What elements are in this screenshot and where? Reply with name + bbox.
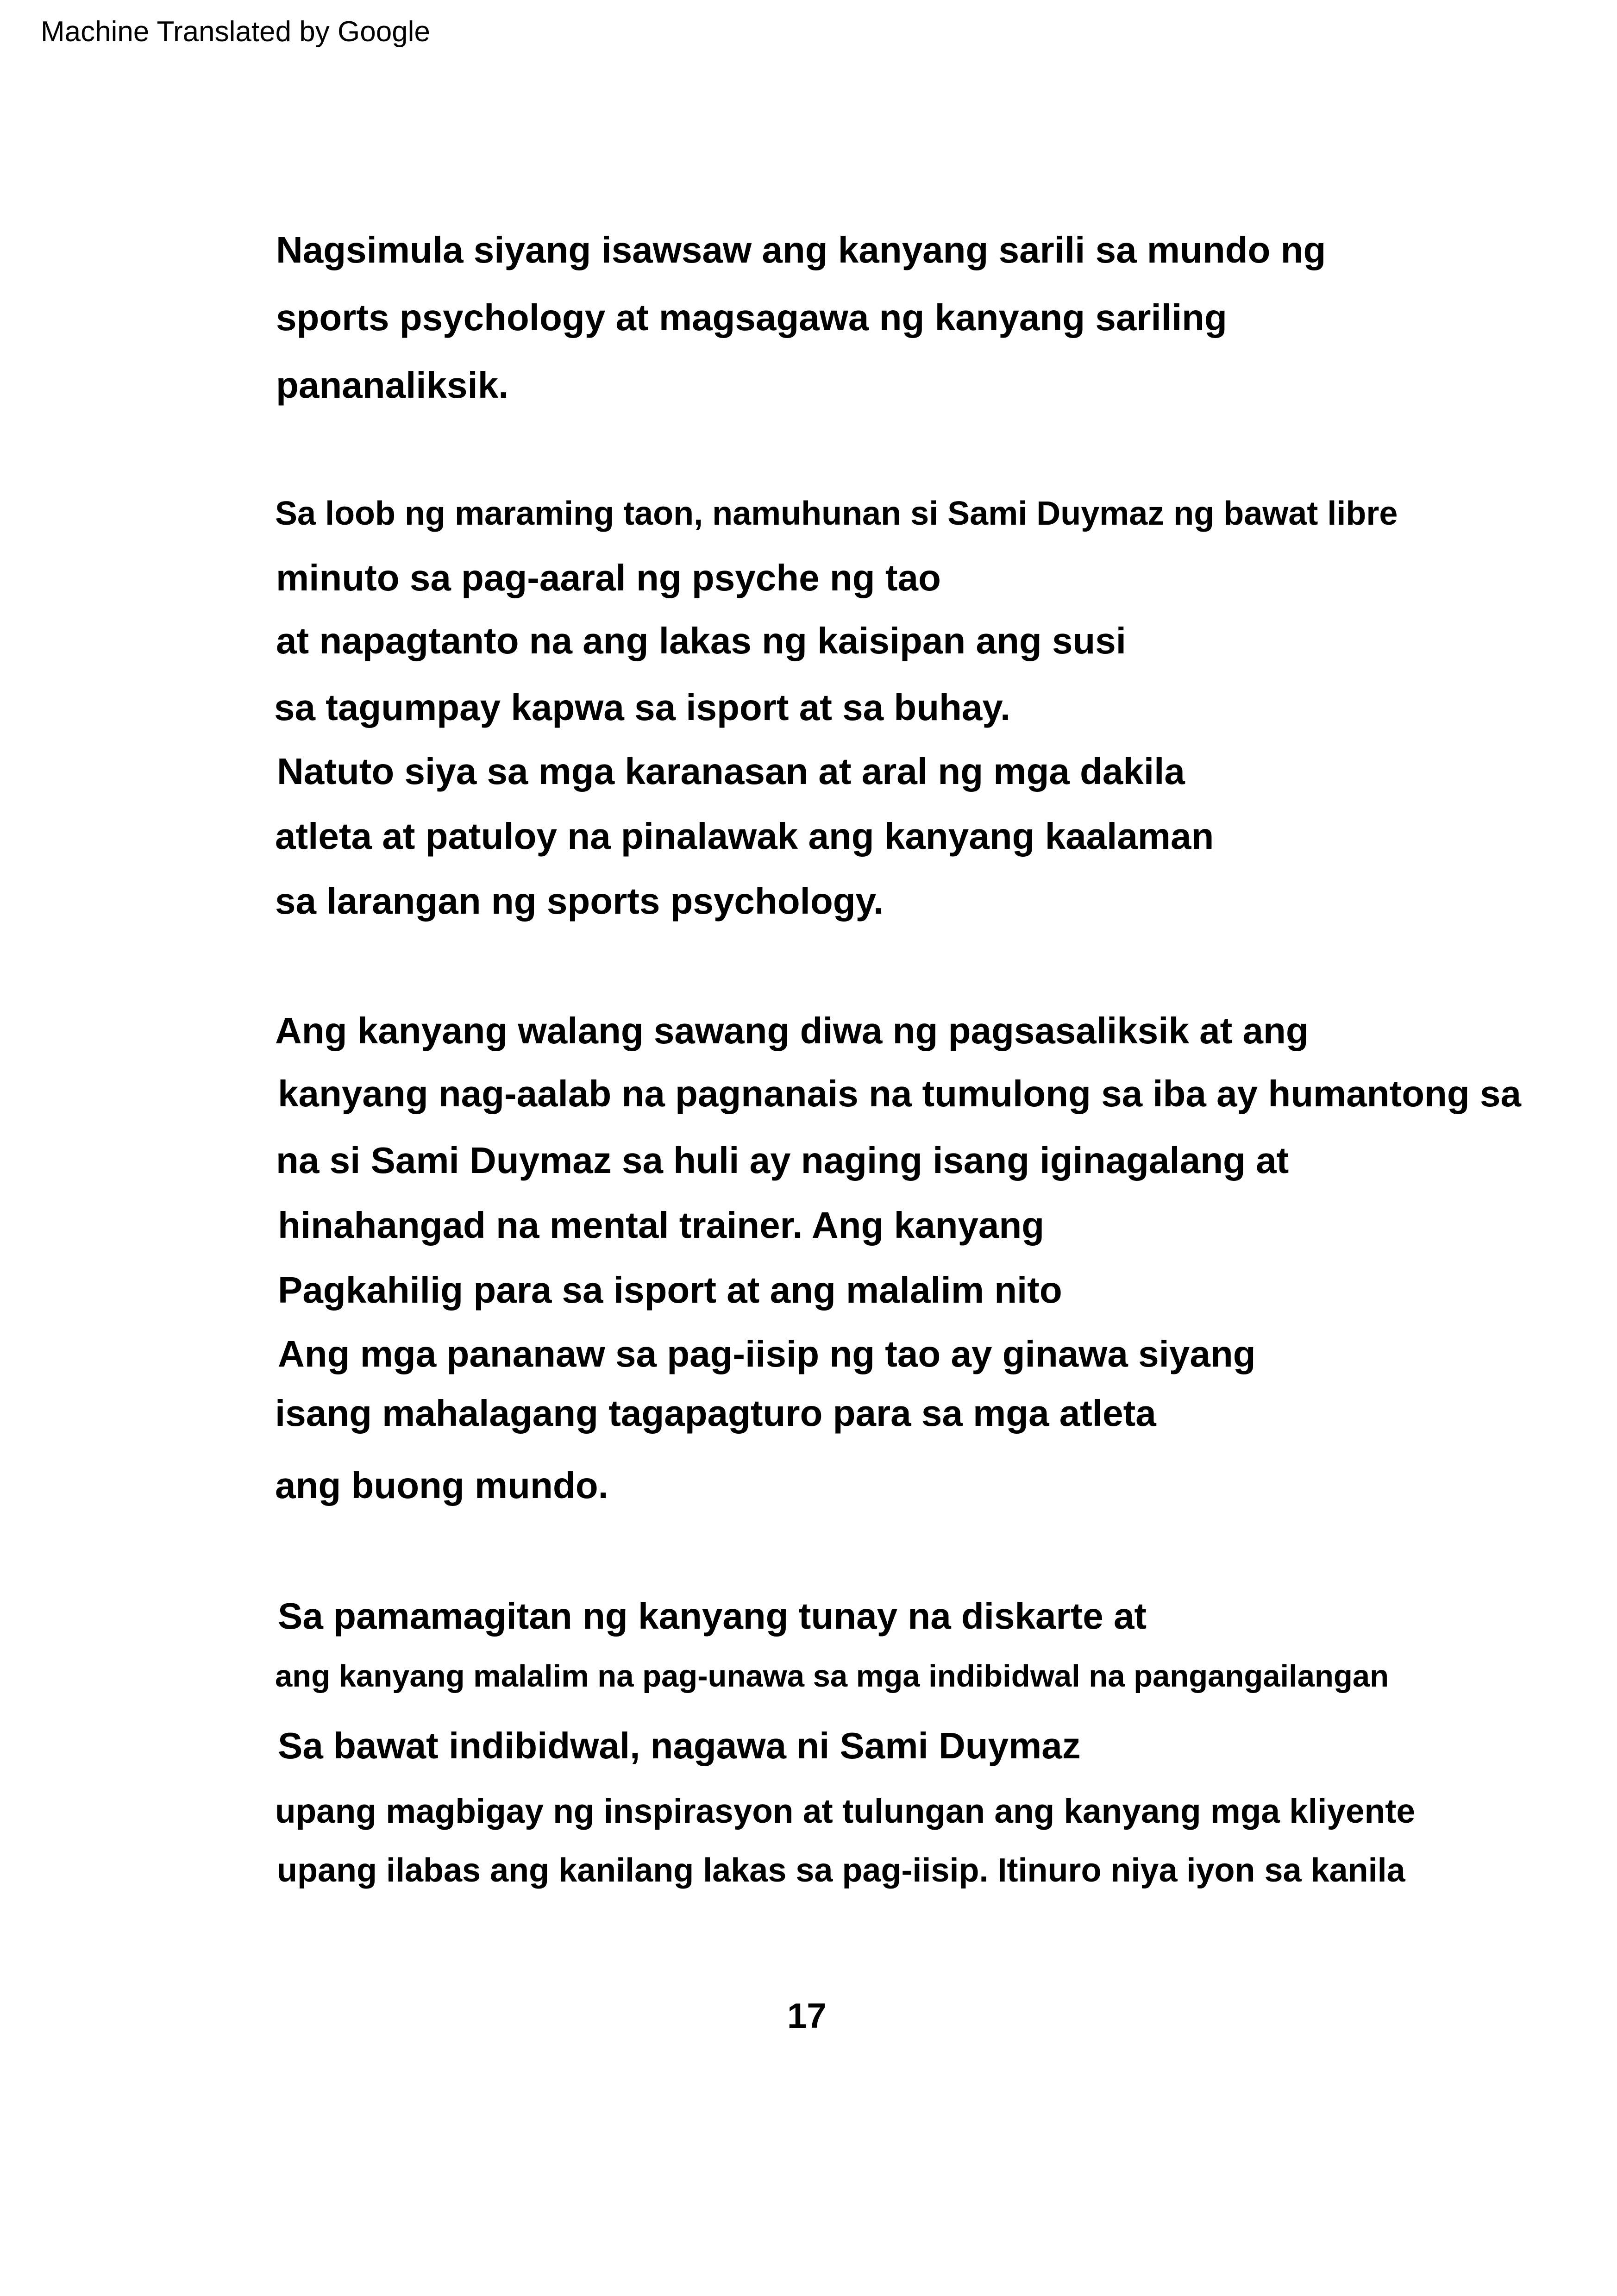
text-line: sa larangan ng sports psychology.: [275, 880, 884, 922]
text-line: atleta at patuloy na pinalawak ang kanyang kaalaman: [275, 816, 1214, 857]
text-line: sa tagumpay kapwa sa isport at sa buhay.: [274, 687, 1011, 728]
text-line: Ang kanyang walang sawang diwa ng pagsasaliksik at ang: [275, 1010, 1309, 1051]
text-line: kanyang nag-aalab na pagnanais na tumulong sa iba ay humantong sa: [278, 1073, 1521, 1114]
text-line: na si Sami Duymaz sa huli ay naging isang iginagalang at: [276, 1140, 1289, 1181]
text-line: at napagtanto na ang lakas ng kaisipan ang susi: [276, 620, 1127, 661]
machine-translation-note: Machine Translated by Google: [41, 16, 430, 48]
text-line: pananaliksik.: [276, 364, 509, 406]
text-line: hinahangad na mental trainer. Ang kanyang: [278, 1204, 1045, 1246]
text-line: isang mahalagang tagapagturo para sa mga atleta: [275, 1393, 1156, 1434]
text-line: Nagsimula siyang isawsaw ang kanyang sarili sa mundo ng: [276, 229, 1326, 270]
text-line: Pagkahilig para sa isport at ang malalim nito: [278, 1269, 1062, 1311]
text-line: ang buong mundo.: [275, 1465, 608, 1506]
text-line: Sa loob ng maraming taon, namuhunan si Sami Duymaz ng bawat libre: [275, 495, 1398, 532]
text-line: sports psychology at magsagawa ng kanyang sariling: [276, 297, 1227, 338]
text-line: ang kanyang malalim na pag-unawa sa mga indibidwal na pangangailangan: [275, 1659, 1389, 1694]
text-line: Natuto siya sa mga karanasan at aral ng mga dakila: [277, 751, 1185, 792]
text-line: Sa pamamagitan ng kanyang tunay na diskarte at: [278, 1595, 1147, 1637]
text-line: Sa bawat indibidwal, nagawa ni Sami Duymaz: [278, 1725, 1081, 1766]
page-number: 17: [787, 1996, 827, 2036]
text-line: minuto sa pag-aaral ng psyche ng tao: [276, 557, 941, 598]
text-line: upang ilabas ang kanilang lakas sa pag-iisip. Itinuro niya iyon sa kanila: [277, 1852, 1405, 1889]
text-line: Ang mga pananaw sa pag-iisip ng tao ay ginawa siyang: [278, 1333, 1256, 1374]
text-line: upang magbigay ng inspirasyon at tulungan ang kanyang mga kliyente: [275, 1793, 1416, 1830]
